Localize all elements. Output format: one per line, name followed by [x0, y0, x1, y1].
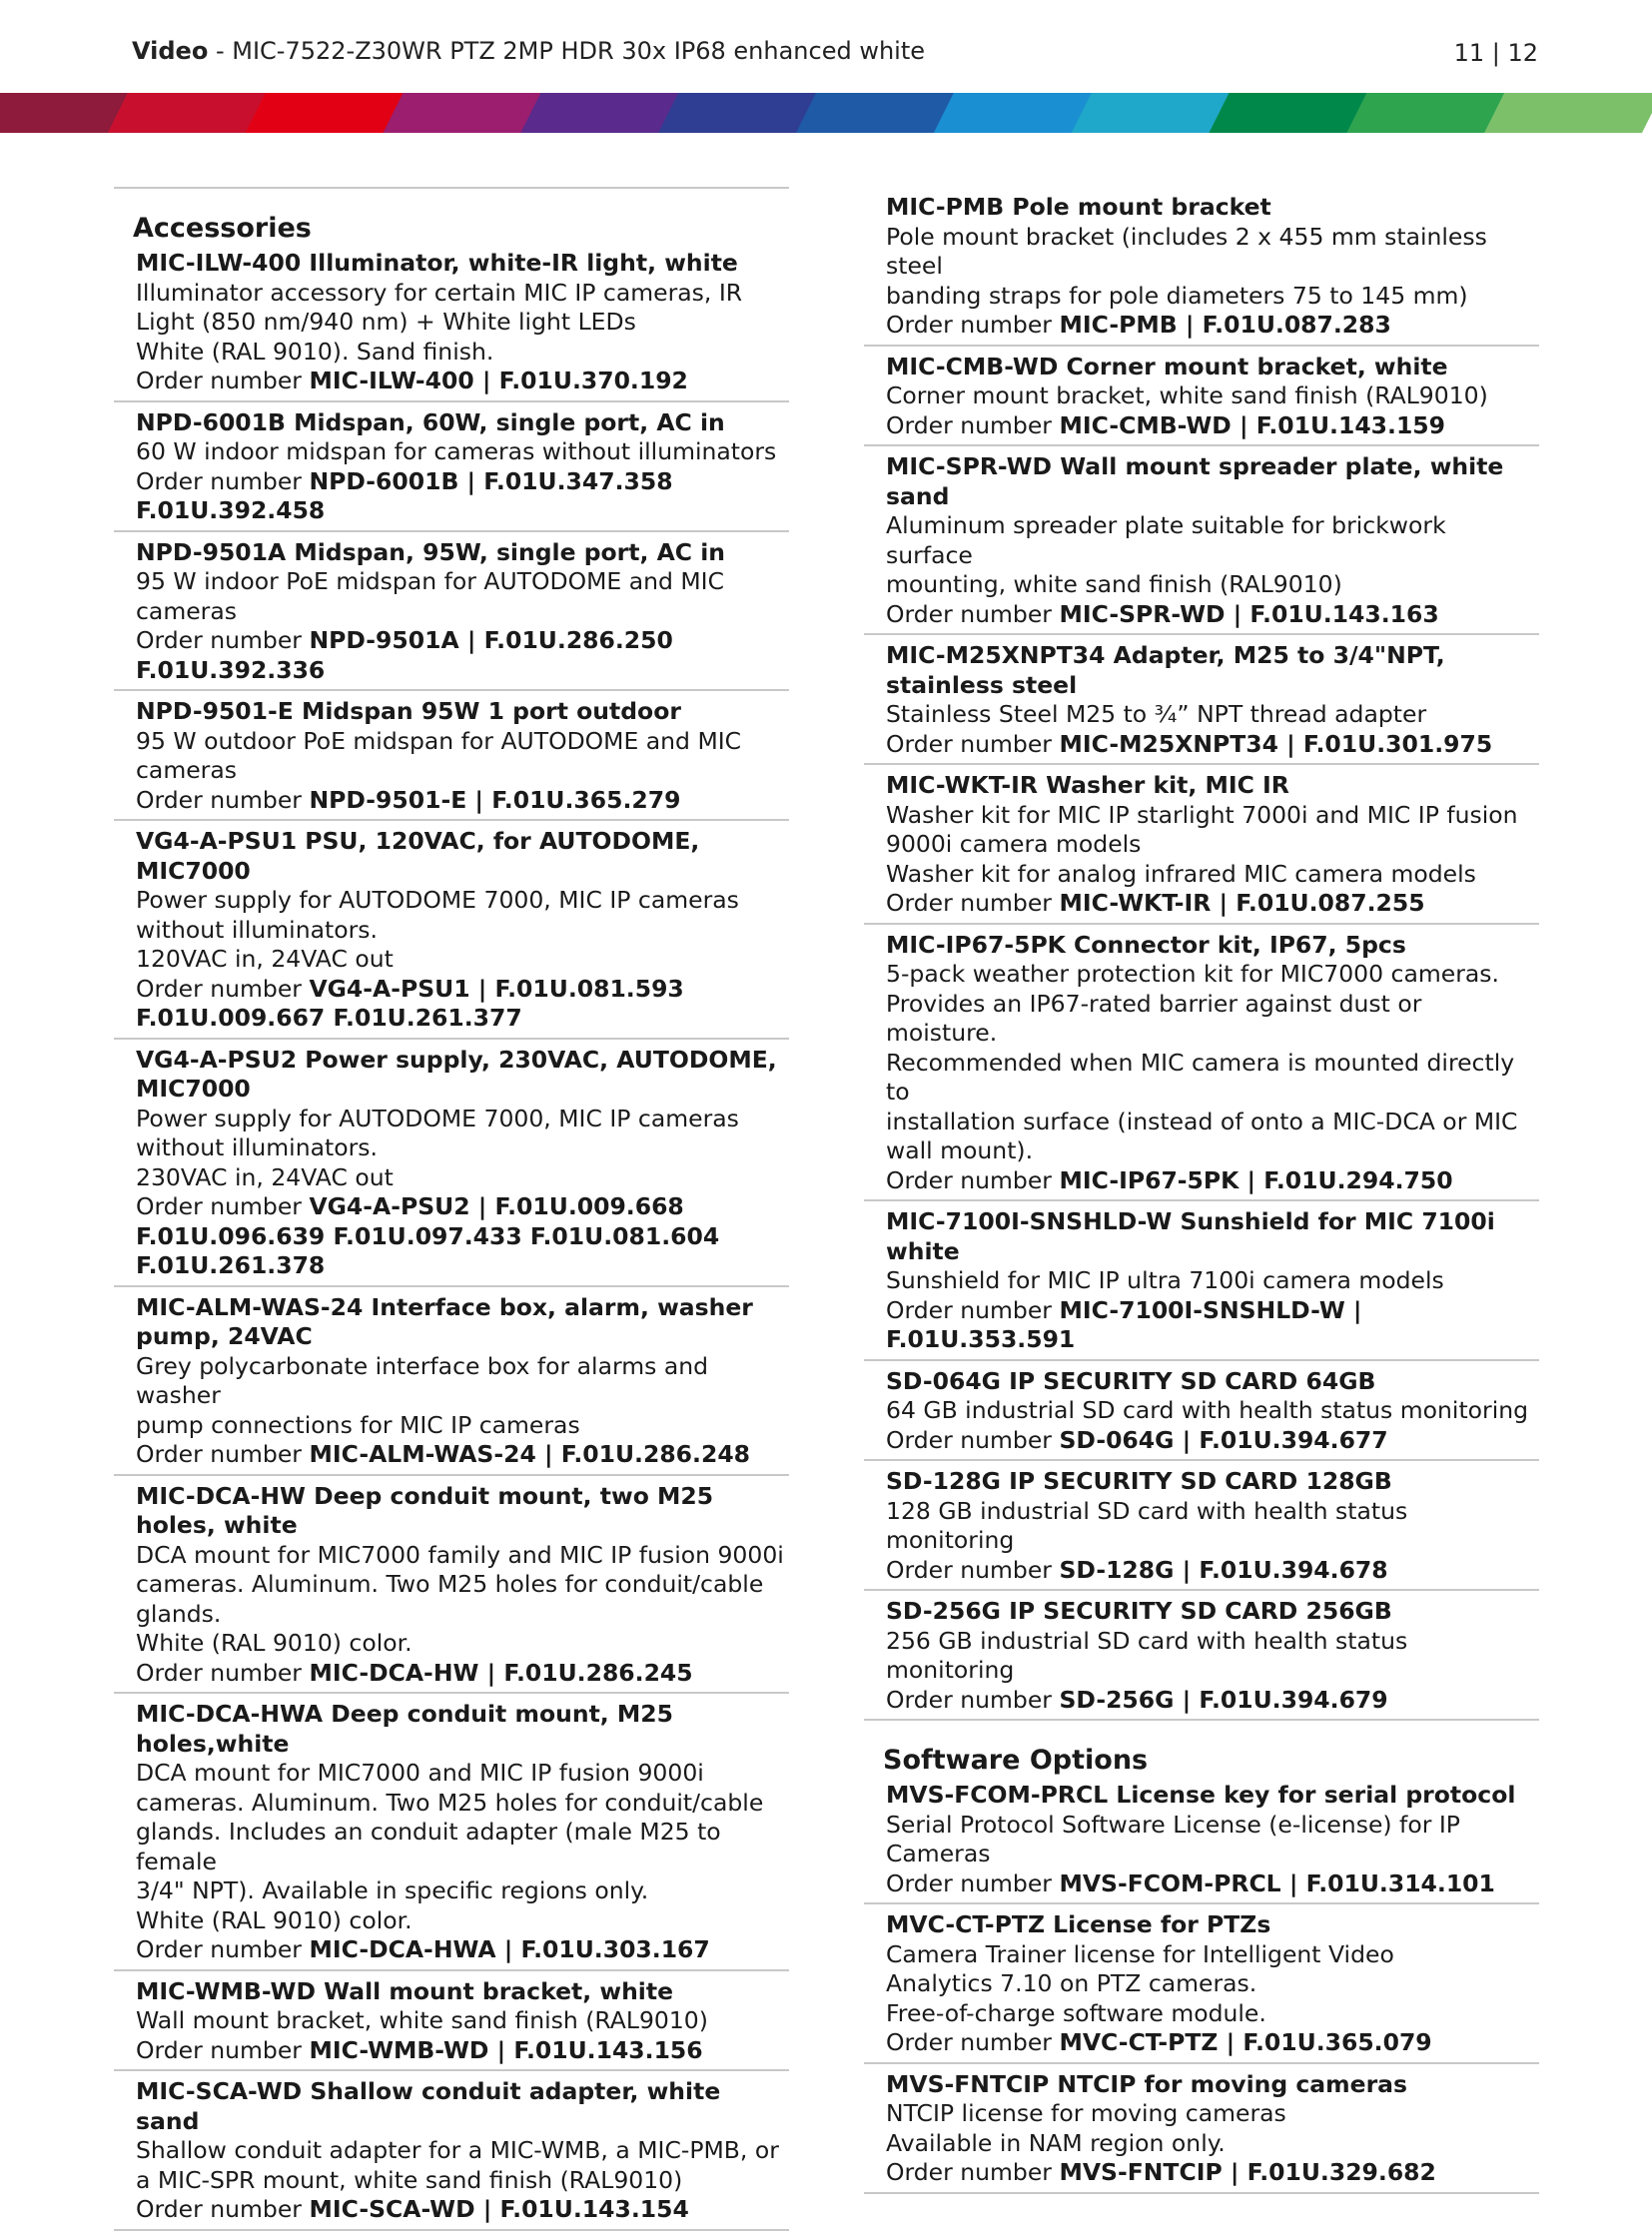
product-description: Power supply for AUTODOME 7000, MIC IP cameras	[136, 1104, 739, 1132]
product-description: cameras	[136, 596, 237, 625]
order-number-value: MIC-M25XNPT34 | F.01U.301.975	[1059, 729, 1493, 758]
product-description: Illuminator accessory for certain MIC IP cameras, IR	[136, 278, 743, 307]
order-number-line	[136, 1222, 785, 1252]
order-number-value: MVS-FNTCIP | F.01U.329.682	[1059, 2158, 1436, 2186]
order-number-line	[886, 600, 1535, 630]
product-description: pump connections for MIC IP cameras	[136, 1410, 580, 1439]
order-number-label: Order number	[886, 1555, 1060, 1584]
accessories-column	[114, 187, 789, 2237]
order-number-value: MIC-SPR-WD | F.01U.143.163	[1059, 599, 1439, 628]
product-title: MIC-IP67-5PK Connector kit, IP67, 5pcs	[886, 930, 1406, 959]
order-number-line	[886, 1166, 1535, 1196]
product-description: Serial Protocol Software License (e-license) for IP	[886, 1810, 1460, 1839]
order-number-label: Order number	[136, 1440, 310, 1468]
order-number-value: MIC-IP67-5PK | F.01U.294.750	[1059, 1165, 1453, 1194]
product-title: MIC-M25XNPT34 Adapter, M25 to 3/4"NPT, stainless steel	[886, 641, 1445, 699]
order-number-label: Order number	[886, 1165, 1060, 1194]
order-number-label: Order number	[136, 2035, 310, 2064]
product-title: MIC-SPR-WD Wall mount spreader plate, white sand	[886, 452, 1504, 510]
product-entry	[114, 1977, 789, 2072]
product-title: MIC-DCA-HWA Deep conduit mount, M25 holes,white	[136, 1700, 673, 1758]
order-number-line	[136, 656, 785, 686]
product-entry	[864, 1597, 1539, 1721]
product-description: Aluminum spreader plate suitable for brickwork surface	[886, 511, 1446, 569]
product-entry	[864, 452, 1539, 635]
product-description: 120VAC in, 24VAC out	[136, 945, 394, 973]
product-title: MIC-WKT-IR Washer kit, MIC IR	[886, 771, 1289, 799]
order-number-label: Order number	[886, 311, 1060, 339]
product-description: NTCIP license for moving cameras	[886, 2099, 1286, 2127]
product-entry	[114, 1046, 789, 1287]
product-entry	[864, 353, 1539, 447]
order-number-value: SD-064G | F.01U.394.677	[1059, 1425, 1388, 1454]
order-number-line	[136, 1440, 785, 1470]
product-description: Power supply for AUTODOME 7000, MIC IP cameras	[136, 886, 739, 914]
order-number-value: NPD-9501-E | F.01U.365.279	[309, 785, 681, 814]
product-description: Free-of-charge software module.	[886, 1998, 1266, 2027]
software-options-list	[864, 1781, 1539, 2194]
document-product: - MIC-7522-Z30WR PTZ 2MP HDR 30x IP68 enhanced white	[208, 37, 926, 65]
product-description: 64 GB industrial SD card with health status monitoring	[886, 1396, 1529, 1424]
order-number-label: Order number	[136, 1658, 310, 1687]
order-number-line	[136, 1004, 785, 1034]
product-description: Wall mount bracket, white sand finish (RAL9010)	[136, 2006, 708, 2034]
order-number-line	[136, 786, 785, 816]
product-entry	[114, 249, 789, 402]
order-number-value: NPD-6001B | F.01U.347.358	[309, 466, 673, 495]
order-number-line	[886, 889, 1535, 919]
product-entry	[864, 193, 1539, 347]
product-title: MIC-ILW-400 Illuminator, white-IR light, white	[136, 249, 738, 277]
product-title: MVS-FNTCIP NTCIP for moving cameras	[886, 2069, 1408, 2098]
accessories-list	[114, 249, 789, 2231]
product-entry	[864, 1367, 1539, 1462]
product-description: Grey polycarbonate interface box for alarms and washer	[136, 1351, 709, 1409]
order-number-label: Order number	[886, 1425, 1060, 1454]
product-description: 128 GB industrial SD card with health status monitoring	[886, 1496, 1408, 1554]
order-number-label: Order number	[886, 2158, 1060, 2186]
order-number-line	[886, 1426, 1535, 1456]
product-description: a MIC-SPR mount, white sand finish (RAL9010)	[136, 2165, 683, 2194]
product-description: banding straps for pole diameters 75 to 145 mm)	[886, 281, 1468, 310]
product-description: Light (850 nm/940 nm) + White light LEDs	[136, 308, 636, 336]
product-description: mounting, white sand finish (RAL9010)	[886, 570, 1342, 598]
product-description: Pole mount bracket (includes 2 x 455 mm stainless steel	[886, 222, 1487, 280]
product-title: MIC-SCA-WD Shallow conduit adapter, white sand	[136, 2077, 721, 2135]
product-description: 9000i camera models	[886, 830, 1142, 858]
order-number-line	[136, 2036, 785, 2066]
order-number-line	[886, 1869, 1535, 1899]
order-number-line	[136, 367, 785, 396]
order-number-line	[886, 1686, 1535, 1716]
product-entry	[864, 1910, 1539, 2064]
order-number-label: Order number	[136, 1192, 310, 1220]
product-description: Cameras	[886, 1840, 991, 1867]
product-description: Washer kit for analog infrared MIC camera models	[886, 859, 1476, 888]
order-number-value: MIC-WKT-IR | F.01U.087.255	[1059, 889, 1425, 917]
accessories-list-continued	[864, 193, 1539, 1721]
product-title: SD-128G IP SECURITY SD CARD 128GB	[886, 1467, 1392, 1495]
product-description: Sunshield for MIC IP ultra 7100i camera models	[886, 1266, 1444, 1294]
product-description: wall mount).	[886, 1136, 1034, 1164]
order-number-line	[136, 1251, 785, 1281]
product-entry	[114, 408, 789, 532]
product-title: NPD-9501-E Midspan 95W 1 port outdoor	[136, 697, 681, 725]
document-title	[132, 37, 925, 65]
order-number-value: MIC-WMB-WD | F.01U.143.156	[309, 2035, 703, 2064]
product-title: MIC-ALM-WAS-24 Interface box, alarm, washer pump, 24VAC	[136, 1292, 753, 1350]
order-number-line	[136, 1192, 785, 1222]
order-number-value: F.01U.009.667 F.01U.261.377	[136, 1004, 522, 1032]
product-description: Stainless Steel M25 to ¾” NPT thread adapter	[886, 700, 1427, 728]
product-entry	[864, 641, 1539, 765]
order-number-line	[136, 2195, 785, 2225]
product-description: Provides an IP67-rated barrier against dust or moisture.	[886, 989, 1422, 1047]
product-title: MIC-WMB-WD Wall mount bracket, white	[136, 1976, 674, 2005]
order-number-value: MVS-FCOM-PRCL | F.01U.314.101	[1059, 1868, 1495, 1897]
order-number-value: MIC-DCA-HWA | F.01U.303.167	[309, 1935, 710, 1963]
document-category: Video	[132, 37, 209, 65]
order-number-label: Order number	[886, 410, 1060, 439]
product-description: glands. Includes an conduit adapter (male M25 to female	[136, 1818, 721, 1875]
order-number-line	[136, 626, 785, 656]
order-number-value: MIC-SCA-WD | F.01U.143.154	[309, 2195, 689, 2223]
order-number-value: MIC-7100I-SNSHLD-W | F.01U.353.591	[886, 1295, 1362, 1353]
product-title: VG4-A-PSU1 PSU, 120VAC, for AUTODOME, MIC7000	[136, 827, 700, 885]
product-description: 5-pack weather protection kit for MIC7000 cameras.	[886, 960, 1499, 988]
band-segment	[1484, 93, 1652, 133]
page-header	[0, 0, 1652, 90]
order-number-value: VG4-A-PSU2 | F.01U.009.668	[309, 1192, 684, 1220]
order-number-value: SD-128G | F.01U.394.678	[1059, 1555, 1388, 1584]
product-description: DCA mount for MIC7000 family and MIC IP fusion 9000i	[136, 1540, 784, 1569]
product-entry	[864, 1781, 1539, 1904]
product-title: VG4-A-PSU2 Power supply, 230VAC, AUTODOME, MIC7000	[136, 1045, 777, 1103]
order-number-line	[136, 467, 785, 497]
product-description: 230VAC in, 24VAC out	[136, 1162, 394, 1191]
order-number-label: Order number	[136, 466, 310, 495]
order-number-label: Order number	[886, 889, 1060, 917]
order-number-label: Order number	[136, 626, 310, 654]
order-number-value: MIC-ALM-WAS-24 | F.01U.286.248	[309, 1440, 751, 1468]
order-number-label: Order number	[886, 599, 1060, 628]
order-number-line	[886, 1296, 1535, 1355]
product-description: without illuminators.	[136, 1133, 378, 1161]
product-title: NPD-9501A Midspan, 95W, single port, AC in	[136, 537, 726, 566]
order-number-value: VG4-A-PSU1 | F.01U.081.593	[309, 974, 684, 1003]
product-description: Washer kit for MIC IP starlight 7000i and MIC IP fusion	[886, 800, 1518, 829]
product-description: Available in NAM region only.	[886, 2128, 1226, 2157]
product-description: White (RAL 9010) color.	[136, 1905, 413, 1934]
product-entry	[864, 771, 1539, 925]
order-number-label: Order number	[136, 2195, 310, 2223]
order-number-line	[136, 1659, 785, 1689]
product-title: MIC-CMB-WD Corner mount bracket, white	[886, 352, 1448, 380]
order-number-line	[886, 2028, 1535, 2058]
product-description: Analytics 7.10 on PTZ cameras.	[886, 1969, 1257, 1997]
product-title: MIC-DCA-HW Deep conduit mount, two M25 holes, white	[136, 1481, 714, 1539]
product-description: cameras. Aluminum. Two M25 holes for conduit/cable	[136, 1570, 764, 1598]
product-entry	[114, 538, 789, 692]
product-title: NPD-6001B Midspan, 60W, single port, AC in	[136, 407, 725, 436]
accessories-heading: Accessories	[133, 213, 312, 244]
order-number-value: MIC-ILW-400 | F.01U.370.192	[309, 367, 688, 394]
product-description: 95 W indoor PoE midspan for AUTODOME and MIC	[136, 567, 724, 595]
order-number-line	[886, 730, 1535, 760]
product-entry	[114, 1482, 789, 1695]
product-description: glands.	[136, 1599, 222, 1628]
order-number-value: MIC-CMB-WD | F.01U.143.159	[1059, 410, 1446, 439]
product-entry	[114, 1293, 789, 1476]
order-number-label: Order number	[136, 1935, 310, 1963]
order-number-value: MVC-CT-PTZ | F.01U.365.079	[1059, 2028, 1432, 2056]
brand-color-band-graphic	[0, 93, 1652, 133]
product-description: DCA mount for MIC7000 and MIC IP fusion 9000i	[136, 1759, 704, 1787]
brand-color-band	[0, 93, 1652, 133]
order-number-line	[136, 496, 785, 526]
order-number-line	[136, 975, 785, 1005]
product-description: 256 GB industrial SD card with health status monitoring	[886, 1626, 1408, 1684]
order-number-label: Order number	[136, 974, 310, 1003]
product-entry	[114, 697, 789, 821]
order-number-label: Order number	[886, 2028, 1060, 2056]
product-entry	[864, 931, 1539, 1202]
order-number-label: Order number	[136, 367, 310, 394]
product-description: 60 W indoor midspan for cameras without illuminators	[136, 437, 777, 465]
product-entry	[864, 1207, 1539, 1361]
product-description: installation surface (instead of onto a MIC-DCA or MIC	[886, 1107, 1518, 1135]
software-options-heading: Software Options	[883, 1745, 1149, 1776]
right-column	[864, 193, 1539, 2200]
product-description: Corner mount bracket, white sand finish (RAL9010)	[886, 381, 1488, 409]
order-number-value: MIC-PMB | F.01U.087.283	[1059, 311, 1391, 339]
product-description: White (RAL 9010) color.	[136, 1629, 413, 1657]
product-title: SD-064G IP SECURITY SD CARD 64GB	[886, 1366, 1376, 1395]
order-number-line	[886, 2158, 1535, 2188]
product-title: MIC-7100I-SNSHLD-W Sunshield for MIC 7100i white	[886, 1207, 1495, 1265]
product-description: White (RAL 9010). Sand finish.	[136, 337, 494, 366]
product-description: 3/4" NPT). Available in specific regions only.	[136, 1876, 649, 1904]
page-number: 11 | 12	[1453, 39, 1538, 67]
order-number-value: F.01U.261.378	[136, 1251, 326, 1279]
order-number-line	[136, 1935, 785, 1965]
order-number-value: MIC-DCA-HW | F.01U.286.245	[309, 1658, 693, 1687]
order-number-line	[886, 1556, 1535, 1586]
order-number-label: Order number	[886, 1868, 1060, 1897]
product-description: Camera Trainer license for Intelligent Video	[886, 1939, 1394, 1968]
order-number-label: Order number	[136, 785, 310, 814]
product-entry	[864, 1467, 1539, 1591]
product-title: MVS-FCOM-PRCL License key for serial protocol	[886, 1781, 1516, 1809]
order-number-value: F.01U.096.639 F.01U.097.433 F.01U.081.604	[136, 1221, 720, 1250]
product-description: Recommended when MIC camera is mounted directly to	[886, 1048, 1515, 1106]
product-description: cameras	[136, 756, 237, 784]
order-number-line	[886, 411, 1535, 441]
product-description: 95 W outdoor PoE midspan for AUTODOME and MIC	[136, 726, 742, 755]
order-number-label: Order number	[886, 729, 1060, 758]
product-description: Shallow conduit adapter for a MIC-WMB, a MIC-PMB, or	[136, 2136, 779, 2164]
order-number-label: Order number	[886, 1685, 1060, 1714]
product-title: SD-256G IP SECURITY SD CARD 256GB	[886, 1597, 1392, 1625]
order-number-line	[886, 311, 1535, 341]
product-entry	[114, 827, 789, 1040]
product-title: MIC-PMB Pole mount bracket	[886, 193, 1271, 221]
product-description: cameras. Aluminum. Two M25 holes for conduit/cable	[136, 1788, 764, 1817]
order-number-value: NPD-9501A | F.01U.286.250	[309, 626, 673, 654]
order-number-label: Order number	[886, 1295, 1060, 1324]
product-entry	[114, 2077, 789, 2231]
product-entry	[114, 1700, 789, 1971]
order-number-value: F.01U.392.458	[136, 496, 326, 524]
order-number-value: F.01U.392.336	[136, 655, 326, 684]
product-entry	[864, 2070, 1539, 2194]
order-number-value: SD-256G | F.01U.394.679	[1059, 1685, 1388, 1714]
product-title: MVC-CT-PTZ License for PTZs	[886, 1910, 1271, 1938]
product-description: without illuminators.	[136, 915, 378, 944]
